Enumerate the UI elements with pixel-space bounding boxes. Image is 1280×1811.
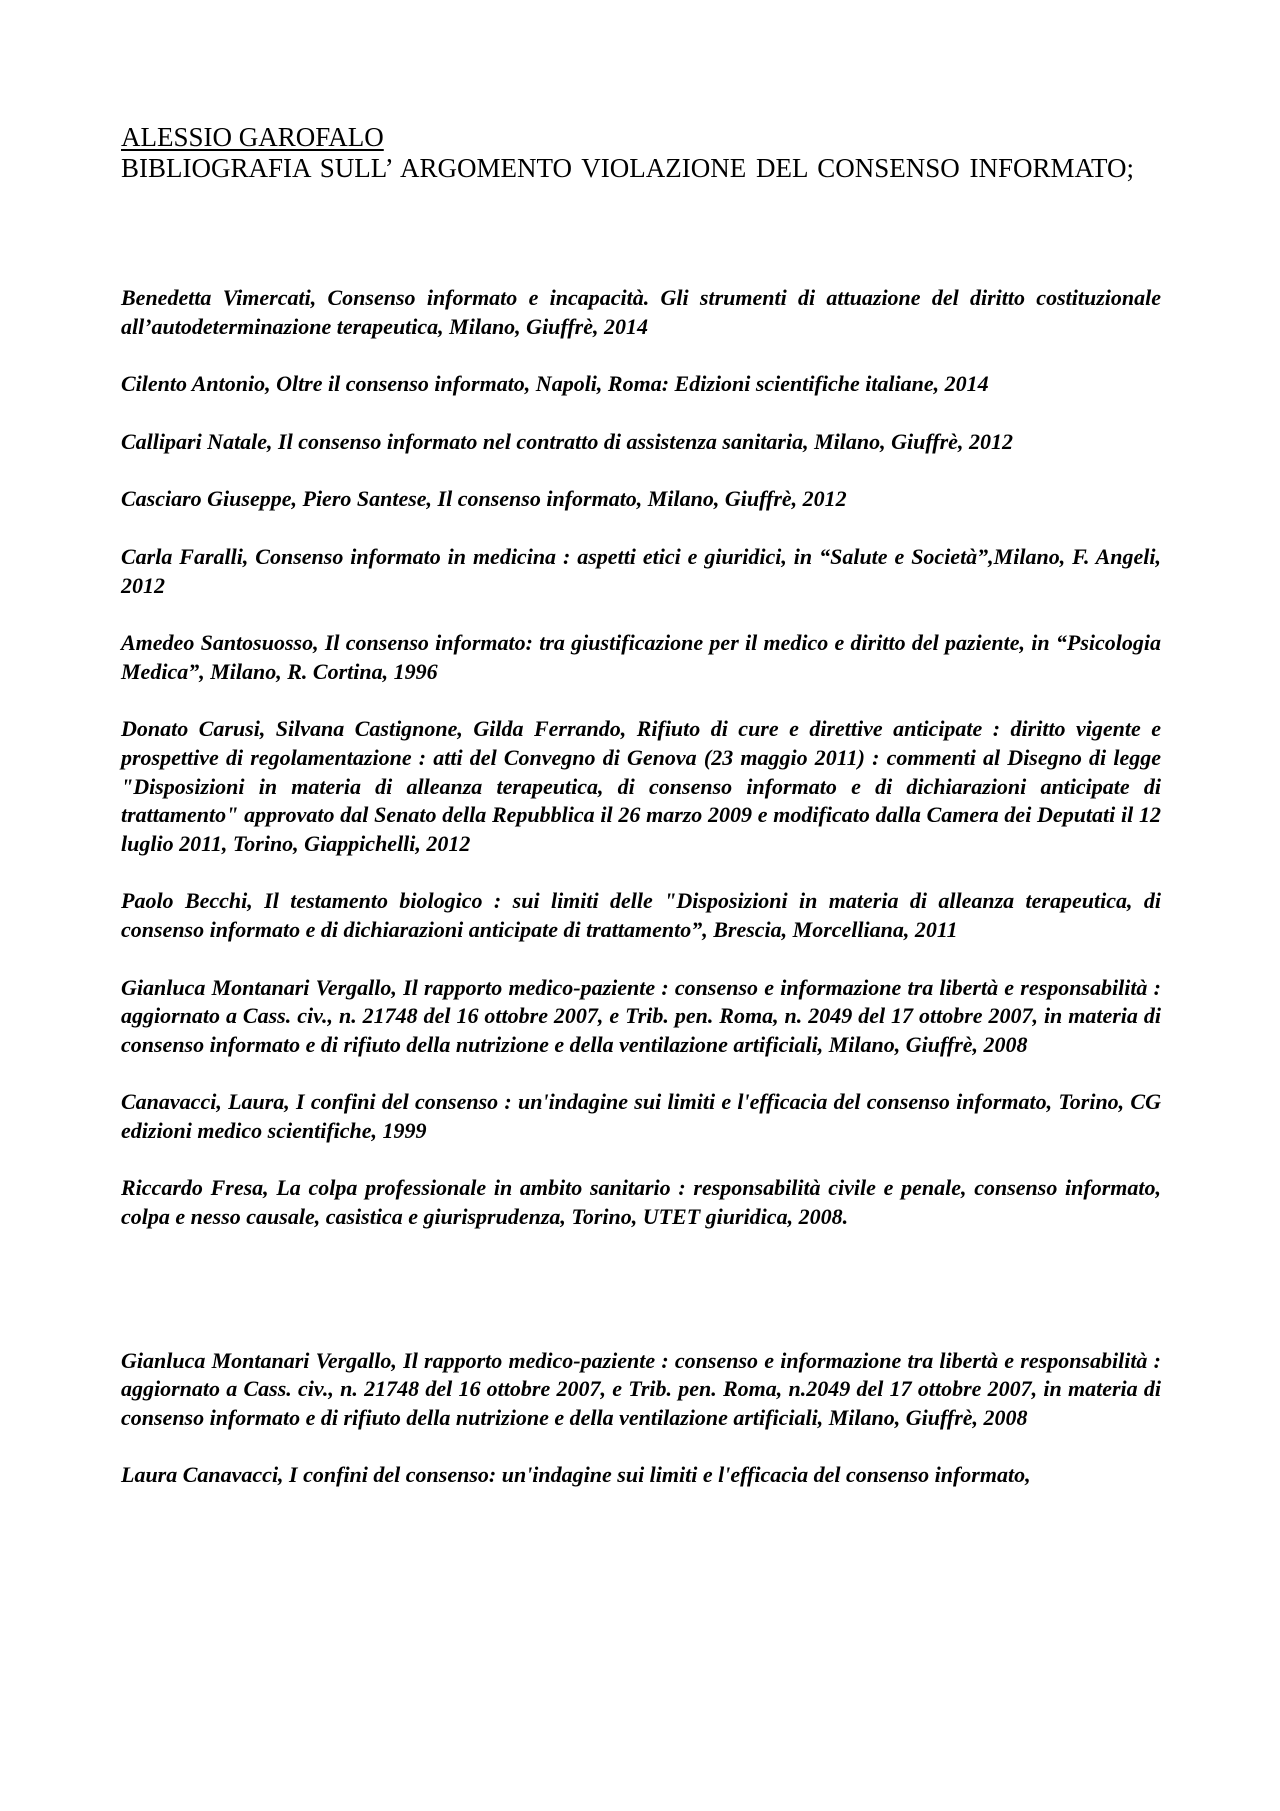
bibliography-entry: Benedetta Vimercati, Consenso informato e incapacità. Gli strumenti di attuazione del diritto costituzionale all’autodeterminazione terapeutica, Milano, Giuffrè, 2014: [121, 285, 1161, 339]
document-title: BIBLIOGRAFIA SULL’ ARGOMENTO VIOLAZIONE DEL CONSENSO INFORMATO;: [121, 153, 1135, 183]
bibliography-entry: Amedeo Santosuosso, Il consenso informato: tra giustificazione per il medico e diritto del paziente, in “Psicologia Medica”, Milano, R. Cortina, 1996: [121, 630, 1161, 684]
bibliography-entry: Gianluca Montanari Vergallo, Il rapporto medico-paziente : consenso e informazione tra libertà e responsabilità : aggiornato a Cass. civ., n. 21748 del 16 ottobre 2007, e Trib. pen. Roma, n. 2049 del 17 ottobre 2007, in materia di consenso informato e di rifiuto della nutrizione e della ventilazione artificiali, Milano, Giuffrè, 2008: [121, 974, 1161, 1057]
document-page: [121, 122, 1161, 1488]
bibliography-entry: Riccardo Fresa, La colpa professionale in ambito sanitario : responsabilità civile e penale, consenso informato, colpa e nesso causale, casistica e giurisprudenza, Torino, UTET giuridica, 2008.: [121, 1175, 1161, 1230]
bibliography-entry: Paolo Becchi, Il testamento biologico : sui limiti delle "Disposizioni in materia di alleanza terapeutica, di consenso informato e di dichiarazioni anticipate di trattamento”, Brescia, Morcelliana, 2011: [121, 888, 1161, 942]
bibliography-entry: Laura Canavacci, I confini del consenso: un'indagine sui limiti e l'efficacia del consenso informato,: [121, 1462, 1031, 1488]
bibliography-entry: Canavacci, Laura, I confini del consenso : un'indagine sui limiti e l'efficacia del consenso informato, Torino, CG edizioni medico scientifiche, 1999: [121, 1089, 1161, 1143]
blank-gap: [121, 1261, 1161, 1347]
bibliography-entry: Callipari Natale, Il consenso informato nel contratto di assistenza sanitaria, Milano, Giuffrè, 2012: [121, 428, 1013, 454]
bibliography-entry: Donato Carusi, Silvana Castignone, Gilda Ferrando, Rifiuto di cure e direttive anticipate : diritto vigente e prospettive di regolamentazione : atti del Convegno di Genova (23 maggio 2011) : commenti al Disegno di legge "Disposizioni in materia di alleanza terapeutica, di consenso informato e di dichiarazioni anticipate di trattamento" approvato dal Senato della Repubblica il 26 marzo 2009 e modificato dalla Camera dei Deputati il 12 luglio 2011, Torino, Giappichelli, 2012: [121, 716, 1161, 856]
bibliography-entry: Carla Faralli, Consenso informato in medicina : aspetti etici e giuridici, in “Salute e Società”,Milano, F. Angeli, 2012: [121, 543, 1161, 598]
bibliography-entry: Cilento Antonio, Oltre il consenso informato, Napoli, Roma: Edizioni scientifiche italiane, 2014: [121, 371, 989, 397]
bibliography-entry: Casciaro Giuseppe, Piero Santese, Il consenso informato, Milano, Giuffrè, 2012: [121, 486, 847, 512]
author-name: ALESSIO GAROFALO: [121, 122, 384, 152]
bibliography-list: [121, 284, 1161, 1519]
bibliography-entry: Gianluca Montanari Vergallo, Il rapporto medico-paziente : consenso e informazione tra libertà e responsabilità : aggiornato a Cass. civ., n. 21748 del 16 ottobre 2007, e Trib. pen. Roma, n.2049 del 17 ottobre 2007, in materia di consenso informato e di rifiuto della nutrizione e della ventilazione artificiali, Milano, Giuffrè, 2008: [121, 1347, 1161, 1430]
